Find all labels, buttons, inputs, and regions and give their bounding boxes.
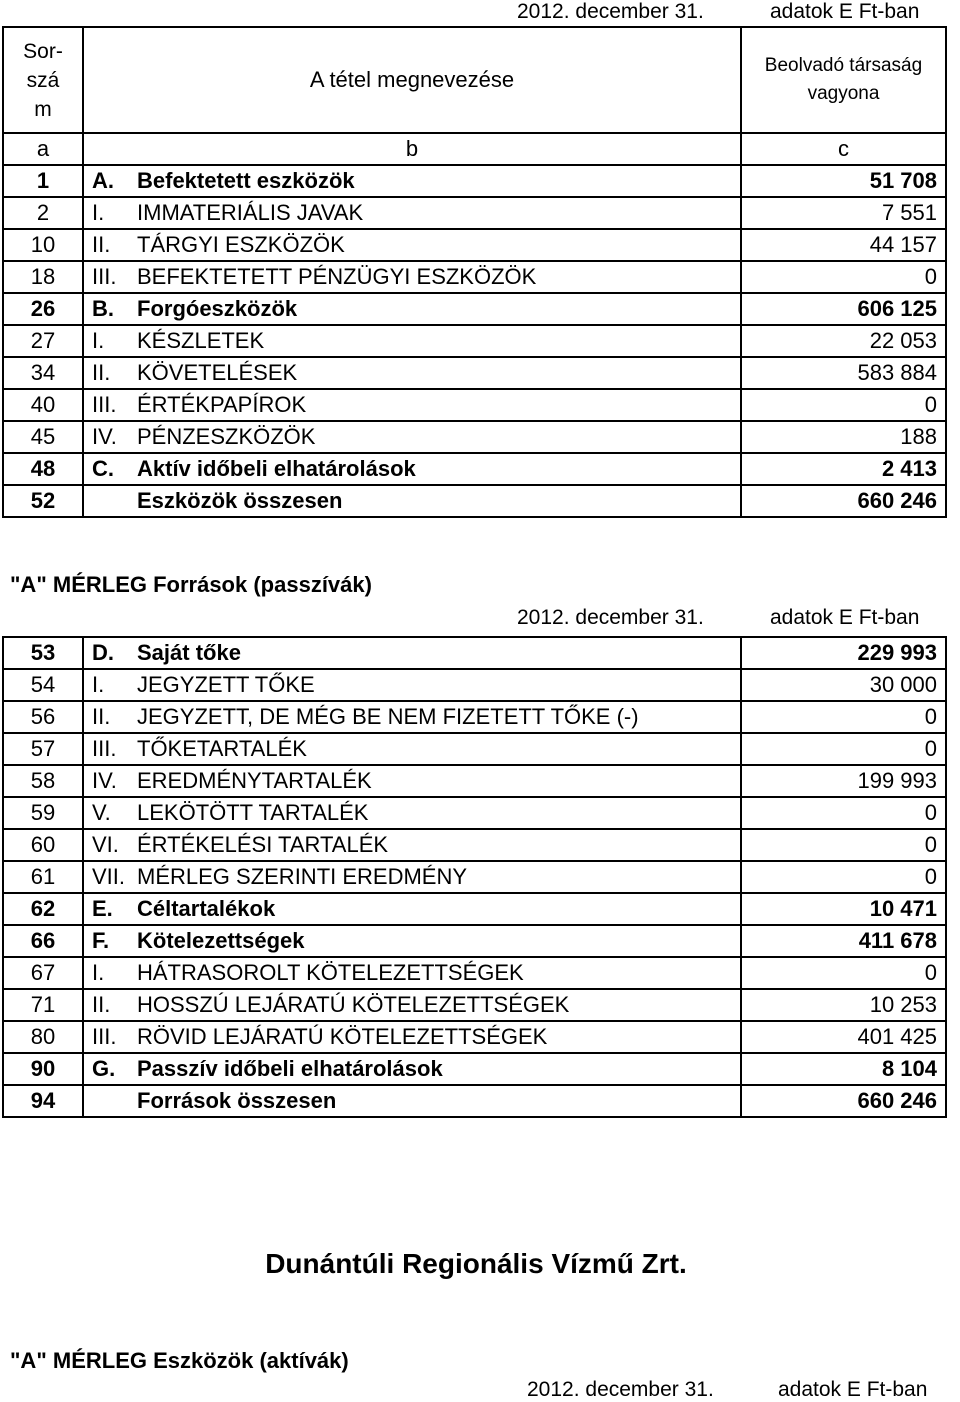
- row-value: 30 000: [741, 669, 946, 701]
- table-row: [3, 197, 946, 229]
- assets-balance-table: [2, 26, 947, 518]
- row-name: Saját tőke: [131, 637, 741, 669]
- row-code: [83, 1085, 131, 1117]
- row-value: 0: [741, 861, 946, 893]
- row-name: TŐKETARTALÉK: [131, 733, 741, 765]
- col-b-title: A tétel megnevezése: [83, 27, 741, 133]
- row-name: IMMATERIÁLIS JAVAK: [131, 197, 741, 229]
- col-a-title: Sor- szá m: [3, 27, 83, 133]
- table-row: [3, 325, 946, 357]
- table-row: [3, 829, 946, 861]
- row-code: III.: [83, 1021, 131, 1053]
- row-value: 0: [741, 797, 946, 829]
- row-number: 56: [3, 701, 83, 733]
- letter-c: c: [741, 133, 946, 165]
- row-name: HÁTRASOROLT KÖTELEZETTSÉGEK: [131, 957, 741, 989]
- row-code: II.: [83, 989, 131, 1021]
- row-code: II.: [83, 357, 131, 389]
- footer-date: 2012. december 31.: [527, 1378, 714, 1401]
- row-number: 66: [3, 925, 83, 957]
- row-value: 401 425: [741, 1021, 946, 1053]
- row-number: 40: [3, 389, 83, 421]
- table-row: [3, 421, 946, 453]
- row-name: Befektetett eszközök: [131, 165, 741, 197]
- row-name: MÉRLEG SZERINTI EREDMÉNY: [131, 861, 741, 893]
- row-value: 0: [741, 389, 946, 421]
- company-name: Dunántúli Regionális Vízmű Zrt.: [265, 1248, 687, 1279]
- row-value: 22 053: [741, 325, 946, 357]
- row-code: C.: [83, 453, 131, 485]
- row-name: TÁRGYI ESZKÖZÖK: [131, 229, 741, 261]
- table-row: [3, 485, 946, 517]
- row-value: 583 884: [741, 357, 946, 389]
- table-row: [3, 893, 946, 925]
- row-code: A.: [83, 165, 131, 197]
- footer-units: adatok E Ft-ban: [778, 1378, 928, 1401]
- row-value: 10 471: [741, 893, 946, 925]
- row-number: 71: [3, 989, 83, 1021]
- assets-title: "A" MÉRLEG Eszközök (aktívák): [10, 1348, 349, 1373]
- row-name: Eszközök összesen: [131, 485, 741, 517]
- row-name: Források összesen: [131, 1085, 741, 1117]
- row-code: II.: [83, 229, 131, 261]
- row-name: ÉRTÉKPAPÍROK: [131, 389, 741, 421]
- row-name: Kötelezettségek: [131, 925, 741, 957]
- row-name: KÖVETELÉSEK: [131, 357, 741, 389]
- row-number: 57: [3, 733, 83, 765]
- liabilities-title: "A" MÉRLEG Források (passzívák): [10, 572, 372, 597]
- row-value: 8 104: [741, 1053, 946, 1085]
- row-value: 188: [741, 421, 946, 453]
- row-name: RÖVID LEJÁRATÚ KÖTELEZETTSÉGEK: [131, 1021, 741, 1053]
- table-letter-row: [3, 133, 946, 165]
- letter-b: b: [83, 133, 741, 165]
- row-name: JEGYZETT, DE MÉG BE NEM FIZETETT TŐKE (-): [131, 701, 741, 733]
- row-value: 0: [741, 957, 946, 989]
- row-code: B.: [83, 293, 131, 325]
- row-name: ÉRTÉKELÉSI TARTALÉK: [131, 829, 741, 861]
- row-number: 48: [3, 453, 83, 485]
- row-code: III.: [83, 261, 131, 293]
- row-name: KÉSZLETEK: [131, 325, 741, 357]
- row-name: LEKÖTÖTT TARTALÉK: [131, 797, 741, 829]
- row-name: Aktív időbeli elhatárolások: [131, 453, 741, 485]
- table-row: [3, 293, 946, 325]
- table-row: [3, 229, 946, 261]
- row-value: 2 413: [741, 453, 946, 485]
- row-value: 0: [741, 829, 946, 861]
- row-code: D.: [83, 637, 131, 669]
- liabilities-units: adatok E Ft-ban: [770, 606, 920, 629]
- table-header-row: [3, 27, 946, 133]
- table-row: [3, 389, 946, 421]
- row-value: 660 246: [741, 485, 946, 517]
- row-number: 1: [3, 165, 83, 197]
- row-number: 59: [3, 797, 83, 829]
- table-row: [3, 1053, 946, 1085]
- row-number: 2: [3, 197, 83, 229]
- table-row: [3, 357, 946, 389]
- row-value: 0: [741, 733, 946, 765]
- row-number: 62: [3, 893, 83, 925]
- row-number: 53: [3, 637, 83, 669]
- row-name: JEGYZETT TŐKE: [131, 669, 741, 701]
- liabilities-date: 2012. december 31.: [517, 606, 704, 629]
- table-row: [3, 797, 946, 829]
- row-name: HOSSZÚ LEJÁRATÚ KÖTELEZETTSÉGEK: [131, 989, 741, 1021]
- table-row: [3, 453, 946, 485]
- row-code: G.: [83, 1053, 131, 1085]
- row-code: E.: [83, 893, 131, 925]
- row-value: 0: [741, 261, 946, 293]
- row-number: 26: [3, 293, 83, 325]
- row-name: Forgóeszközök: [131, 293, 741, 325]
- table-row: [3, 165, 946, 197]
- row-name: Céltartalékok: [131, 893, 741, 925]
- row-number: 10: [3, 229, 83, 261]
- row-value: 10 253: [741, 989, 946, 1021]
- row-value: 199 993: [741, 765, 946, 797]
- row-name: BEFEKTETETT PÉNZÜGYI ESZKÖZÖK: [131, 261, 741, 293]
- row-value: 7 551: [741, 197, 946, 229]
- row-number: 27: [3, 325, 83, 357]
- row-code: I.: [83, 957, 131, 989]
- row-name: Passzív időbeli elhatárolások: [131, 1053, 741, 1085]
- table-row: [3, 669, 946, 701]
- table-row: [3, 1021, 946, 1053]
- row-number: 90: [3, 1053, 83, 1085]
- table-row: [3, 765, 946, 797]
- row-value: 0: [741, 701, 946, 733]
- row-code: F.: [83, 925, 131, 957]
- row-number: 61: [3, 861, 83, 893]
- row-number: 60: [3, 829, 83, 861]
- row-code: VII.: [83, 861, 131, 893]
- row-code: II.: [83, 701, 131, 733]
- table-row: [3, 861, 946, 893]
- table-row: [3, 261, 946, 293]
- row-number: 67: [3, 957, 83, 989]
- row-value: 51 708: [741, 165, 946, 197]
- row-number: 18: [3, 261, 83, 293]
- row-code: IV.: [83, 765, 131, 797]
- row-code: III.: [83, 389, 131, 421]
- row-number: 45: [3, 421, 83, 453]
- row-number: 94: [3, 1085, 83, 1117]
- row-code: VI.: [83, 829, 131, 861]
- table-row: [3, 1085, 946, 1117]
- row-code: [83, 485, 131, 517]
- row-number: 58: [3, 765, 83, 797]
- row-number: 80: [3, 1021, 83, 1053]
- table-row: [3, 637, 946, 669]
- row-code: III.: [83, 733, 131, 765]
- letter-a: a: [3, 133, 83, 165]
- row-number: 52: [3, 485, 83, 517]
- table-row: [3, 989, 946, 1021]
- row-value: 660 246: [741, 1085, 946, 1117]
- row-value: 229 993: [741, 637, 946, 669]
- row-code: I.: [83, 197, 131, 229]
- liabilities-balance-table: [2, 636, 947, 1118]
- row-code: I.: [83, 669, 131, 701]
- col-c-title: Beolvadó társaság vagyona: [741, 27, 946, 133]
- table-row: [3, 733, 946, 765]
- row-number: 54: [3, 669, 83, 701]
- row-code: I.: [83, 325, 131, 357]
- row-name: PÉNZESZKÖZÖK: [131, 421, 741, 453]
- row-code: V.: [83, 797, 131, 829]
- row-name: EREDMÉNYTARTALÉK: [131, 765, 741, 797]
- row-value: 606 125: [741, 293, 946, 325]
- table-row: [3, 701, 946, 733]
- header-date: 2012. december 31.: [517, 0, 704, 23]
- row-number: 34: [3, 357, 83, 389]
- row-code: IV.: [83, 421, 131, 453]
- row-value: 411 678: [741, 925, 946, 957]
- table-row: [3, 925, 946, 957]
- row-value: 44 157: [741, 229, 946, 261]
- header-units: adatok E Ft-ban: [770, 0, 920, 23]
- table-row: [3, 957, 946, 989]
